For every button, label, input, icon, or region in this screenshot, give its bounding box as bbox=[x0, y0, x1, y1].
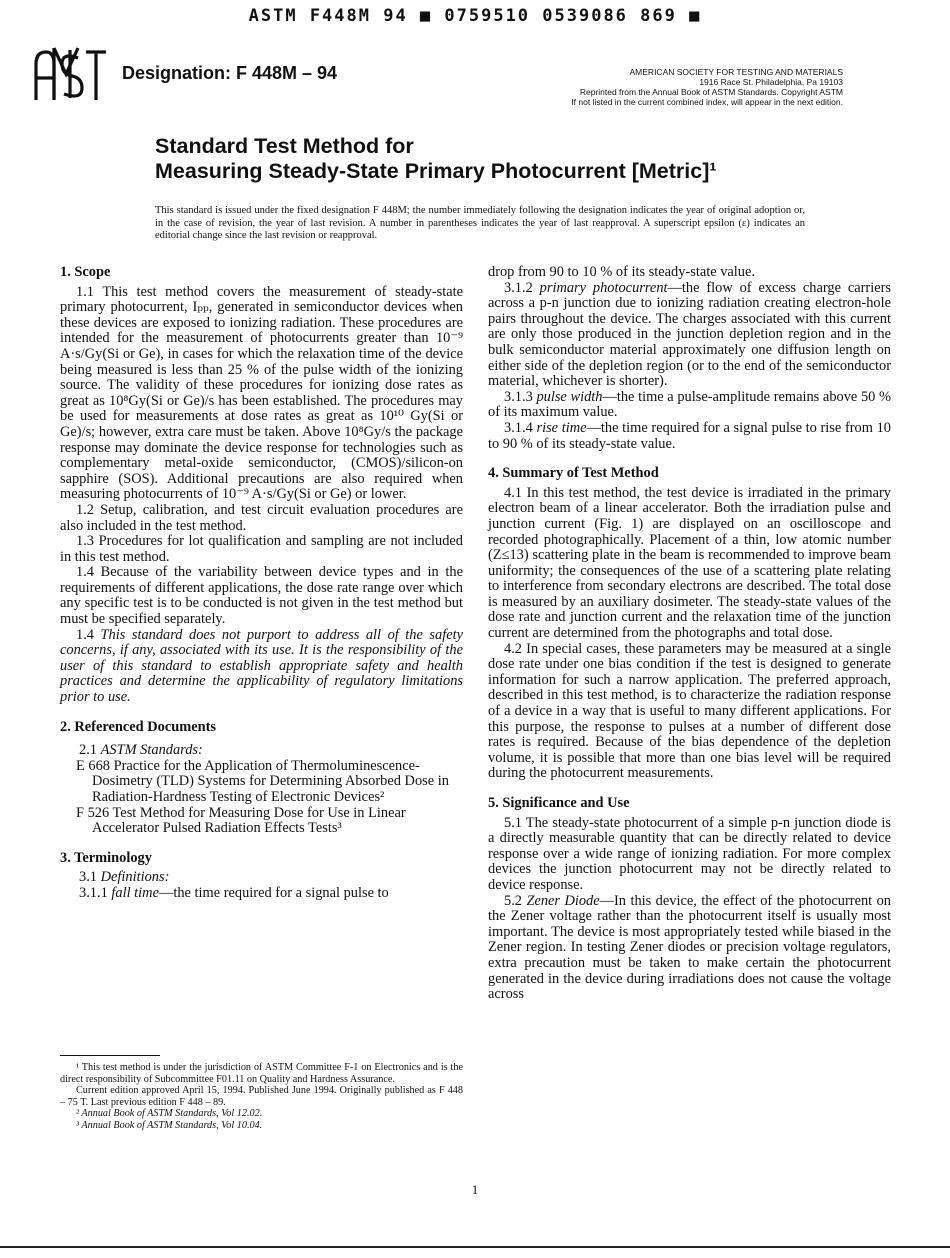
paragraph-3-1-3 bbox=[488, 390, 891, 421]
paragraph-3-1-1 bbox=[79, 886, 463, 902]
publisher-block bbox=[443, 67, 843, 107]
footnotes bbox=[60, 1062, 463, 1132]
paragraph-number: 1.4 bbox=[76, 626, 94, 643]
footnote-1: ¹ This test method is under the jurisdiction of ASTM Committee F-1 on Electronics and is the direct responsibility of Subcommittee F01.11 on Quality and Hardness Assurance. bbox=[60, 1062, 463, 1085]
publisher-line: If not listed in the current combined index, will appear in the next edition. bbox=[571, 97, 843, 107]
paragraph-3-1-4 bbox=[488, 421, 891, 452]
paragraph-2-1 bbox=[79, 743, 463, 759]
definitions-label: Definitions: bbox=[100, 869, 170, 886]
left-column bbox=[60, 265, 463, 902]
paragraph-number: 5.2 bbox=[504, 892, 522, 909]
footnote-2-text: ² Annual Book of ASTM Standards, Vol 12.02. bbox=[76, 1108, 263, 1120]
document-title bbox=[155, 134, 717, 184]
paragraph-1-1: 1.1 This test method covers the measurement of steady-state primary photocurrent, Iₚₚ, generated in semiconductor devices when these devices are exposed to ionizing radiation. These procedures are intended for the measurement of photocurrents greater than 10⁻⁹ A·s/Gy(Si or Ge), in cases for which the relaxation time of the device being measured is less than 25 % of the pulse width of the ionizing source. The validity of these procedures for ionizing dose rates as great as 10⁸Gy(Si or Ge)/s has been established. The procedures may be used for measurements at dose rates as great as 10¹⁰ Gy(Si or Ge)/s; however, extra care must be taken. Above 10⁸Gy/s the package response may dominate the device response for technologies such as complementary metal-oxide semiconductor, (CMOS)/silicon-on sapphire (SOS). Additional precautions are also required when measuring photocurrents of 10⁻⁹ A·s/Gy(Si or Ge) or lower. bbox=[60, 283, 463, 503]
paragraph-1-4: 1.4 Because of the variability between device types and in the requirements of different applications, the dose rate range over which any specific test is to be conducted is not given in the test method but must be specified separately. bbox=[60, 564, 463, 628]
reference-e668: E 668 Practice for the Application of Thermoluminescence-Dosimetry (TLD) Systems for Determining Absorbed Dose in Radiation-Hardness Testing of Electronic Devices² bbox=[76, 757, 449, 805]
section-heading-summary: 4. Summary of Test Method bbox=[488, 465, 659, 482]
footnote-2 bbox=[60, 1108, 463, 1120]
term-zener-diode: Zener Diode bbox=[526, 892, 600, 909]
paragraph-4-2: 4.2 In special cases, these parameters may be measured at a single dose rate under one bias condition if the test is designed to generate information for such a narrow application. The preferred approach, described in this test method, is to characterize the radiation response of a device in a way that is useful to many different applications. For this purpose, the response to pulses at a number of different dose rates is required. Because of the bias dependence of the depletion volume, it is possible that more than one bias level will be required during the photocurrent measurements. bbox=[488, 640, 891, 782]
section-heading-significance: 5. Significance and Use bbox=[488, 795, 630, 811]
section-heading-scope: 1. Scope bbox=[60, 264, 111, 280]
issued-note: This standard is issued under the fixed designation F 448M; the number immediately following the designation indicates the year of original adoption or, in the case of revision, the year of last revision. A number in parentheses indicates the year of last reapproval. A superscript epsilon (ε) indicates an editorial change since the last revision or reapproval. bbox=[155, 205, 805, 241]
section-heading-referenced-documents: 2. Referenced Documents bbox=[60, 718, 216, 735]
definition-text: —the time a pulse-amplitude remains above 50 % of its maximum value. bbox=[488, 388, 891, 421]
term-fall-time: fall time bbox=[111, 884, 159, 901]
footnote-3 bbox=[60, 1120, 463, 1132]
definition-text: —the time required for a signal pulse to rise from 10 to 90 % of its steady-state value. bbox=[488, 419, 891, 452]
paragraph-1-3: 1.3 Procedures for lot qualification and sampling are not included in this test method. bbox=[60, 533, 463, 565]
paragraph-1-4-safety bbox=[60, 628, 463, 706]
paragraph-number: 2.1 bbox=[79, 742, 97, 759]
title-line-1: Standard Test Method for bbox=[155, 134, 414, 158]
paragraph-number: 3.1.4 bbox=[504, 419, 533, 436]
footnote-1-edition: Current edition approved April 15, 1994. Published June 1994. Originally published as F 448 – 75 T. Last previous edition F 448 – 89. bbox=[60, 1085, 463, 1108]
paragraph-3-1-2 bbox=[488, 281, 891, 390]
paragraph-1-2: 1.2 Setup, calibration, and test circuit evaluation procedures are also included in the test method. bbox=[60, 501, 463, 534]
paragraph-number: 3.1.2 bbox=[504, 279, 533, 296]
designation: Designation: F 448M – 94 bbox=[122, 63, 338, 83]
section-heading-terminology: 3. Terminology bbox=[60, 849, 152, 866]
astm-standards-label: ASTM Standards: bbox=[100, 742, 203, 759]
safety-statement: This standard does not purport to address all of the safety concerns, if any, associated with its use. It is the responsibility of the user of this standard to establish appropriate safety and health practices and determine the applicability of regulatory limitations prior to use. bbox=[60, 626, 463, 706]
page-number: 1 bbox=[471, 1182, 479, 1197]
reference-f526: F 526 Test Method for Measuring Dose for Use in Linear Accelerator Pulsed Radiation Effects Tests³ bbox=[76, 804, 406, 837]
paragraph-number: 3.1.3 bbox=[504, 388, 533, 405]
paragraph-5-1: 5.1 The steady-state photocurrent of a simple p-n junction diode is a directly measurable quantity that can be directly related to device response over a wide range of ionizing radiation. For more complex devices the junction photocurrent may not be directly related to device response. bbox=[488, 814, 891, 893]
title-line-2: Measuring Steady-State Primary Photocurrent [Metric]¹ bbox=[155, 159, 717, 183]
barcode-header: ASTM F448M 94 ■ 0759510 0539086 869 ■ bbox=[248, 6, 702, 26]
publisher-line: 1916 Race St. Philadelphia, Pa 19103 bbox=[699, 77, 843, 87]
footnote-rule bbox=[60, 1055, 160, 1056]
paragraph-4-1: 4.1 In this test method, the test device is irradiated in the primary electron beam of a linear accelerator. Both the irradiation pulse and junction current (Fig. 1) are displayed on an oscilloscope and recorded photographically. Placement of a thin, low atomic number (Z≤13) scattering plate in the beam is recommended to improve beam uniformity; the consequences of the use of a scattering plate relating to interference from secondary electrons are described. The total dose is measured by an auxiliary dosimeter. The steady-state values of the dose rate and junction current and the relaxation time of the junction current are determined from the photographs and total dose. bbox=[488, 484, 891, 642]
paragraph-3-1 bbox=[79, 870, 463, 886]
paragraph-number: 3.1.1 bbox=[79, 884, 108, 901]
right-column bbox=[488, 265, 891, 1003]
paragraph-5-2 bbox=[488, 894, 891, 1003]
publisher-line: AMERICAN SOCIETY FOR TESTING AND MATERIALS bbox=[629, 67, 843, 77]
term-pulse-width: pulse width bbox=[536, 388, 603, 405]
definition-text: —the flow of excess charge carriers across a p-n junction due to ionizing radiation creating electron-hole pairs throughout the device. The charges associated with this current are only those produced in the junction depletion region and in the bulk semiconductor material approximately one diffusion length on either side of the depletion region (or to the end of the semiconductor material, whichever is shorter). bbox=[488, 279, 891, 390]
term-primary-photocurrent: primary photocurrent bbox=[539, 279, 668, 296]
astm-logo-icon bbox=[26, 42, 108, 106]
footnote-3-text: ³ Annual Book of ASTM Standards, Vol 10.04. bbox=[76, 1119, 263, 1131]
paragraph-text: —In this device, the effect of the photocurrent on the Zener voltage rather than the photocurrent itself is usually most important. The device is most appropriately tested while biased in the Zener region. In testing Zener diodes or precision voltage regulators, extra precaution must be taken to make certain the photocurrent generated in the device during irradiations does not cause the voltage across bbox=[488, 892, 891, 1003]
paragraph-3-1-1-continued: drop from 90 to 10 % of its steady-state value. bbox=[488, 264, 755, 280]
paragraph-number: 3.1 bbox=[79, 869, 97, 886]
page-bottom-edge bbox=[0, 1246, 950, 1248]
term-rise-time: rise time bbox=[536, 419, 587, 436]
definition-text: —the time required for a signal pulse to bbox=[158, 884, 389, 901]
publisher-line: Reprinted from the Annual Book of ASTM Standards. Copyright ASTM bbox=[579, 87, 843, 97]
